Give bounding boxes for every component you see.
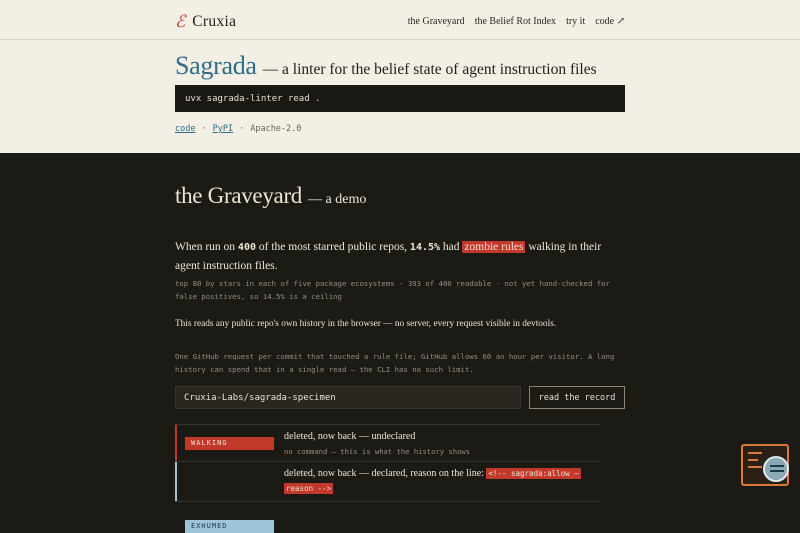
nav-link-code[interactable]: code ↗ [595, 16, 625, 27]
logo[interactable] [175, 13, 236, 31]
widget-circle-line [770, 470, 784, 472]
status-badge-walking: WALKING [185, 437, 274, 450]
separator: · [201, 124, 207, 134]
separator: · [239, 124, 245, 134]
results-list [175, 424, 600, 530]
nav-link-try-it[interactable]: try it [566, 16, 586, 27]
logo-mark-icon: ℰ [175, 11, 186, 32]
section-title [175, 183, 366, 209]
status-bar [175, 425, 177, 461]
allow-comment-code-cont: reason --> [286, 484, 332, 493]
top-nav [0, 0, 800, 40]
result-title [284, 468, 581, 479]
zombie-rules-highlight: zombie rules [464, 241, 524, 253]
result-subtitle [284, 484, 333, 493]
license-label: Apache-2.0 [250, 124, 302, 134]
widget-circle-line [770, 465, 784, 467]
lead-text: of the most starred public repos, [255, 241, 410, 253]
result-title-text: deleted, now back — declared, reason on the line: [284, 468, 487, 479]
allow-comment-code: <!-- sagrada:allow — [488, 469, 579, 478]
lead-percent: 14.5% [409, 242, 441, 253]
pypi-link[interactable]: PyPI [212, 124, 234, 134]
nav-link-belief-rot-index[interactable]: the Belief Rot Index [474, 16, 557, 27]
rate-limit-note: One GitHub request per commit that touched a rule file; GitHub allows 60 an hour per visitor. A long history can spend that in a single read — the CLI has no such limit. [175, 352, 615, 374]
lead-text: When run on [175, 241, 238, 253]
hero-links [175, 124, 301, 134]
hero-product-name: Sagrada [175, 51, 257, 80]
assistant-widget-icon[interactable] [741, 444, 789, 486]
status-bar [175, 462, 177, 501]
status-badge-exhumed: EXHUMED [185, 520, 274, 533]
hero-title [175, 51, 597, 81]
section-name: the Graveyard [175, 183, 303, 208]
logo-text: Cruxia [192, 13, 237, 30]
result-row[interactable] [175, 424, 600, 462]
hero-subtitle: — a linter for the belief state of agent instruction files [262, 61, 597, 78]
header-section [0, 0, 800, 153]
browser-paragraph: This reads any public repo's own history in the browser — no server, every request visible in devtools. [175, 319, 557, 329]
result-row[interactable] [175, 462, 600, 530]
repo-input[interactable] [175, 386, 521, 409]
section-subtitle: — a demo [308, 192, 367, 207]
widget-line [748, 459, 758, 461]
nav-links [408, 16, 625, 27]
lead-text: had [440, 241, 463, 253]
nav-link-graveyard[interactable]: the Graveyard [407, 16, 465, 27]
install-command[interactable]: uvx sagrada-linter read . [175, 85, 625, 112]
widget-line [748, 466, 762, 468]
read-record-button[interactable]: read the record [529, 386, 625, 409]
lead-paragraph [175, 238, 625, 276]
widget-line [748, 452, 762, 454]
result-title: deleted, now back — undeclared [284, 431, 416, 442]
result-subtitle: no command — this is what the history shows [284, 447, 471, 456]
code-link[interactable]: code [175, 124, 196, 134]
lead-text: walking in their agent instruction files. [175, 241, 602, 272]
widget-circle-icon [763, 456, 789, 482]
methodology-note: top 80 by stars in each of five package ecosystems · 393 of 400 readable · not yet hand-checked for false positives, so 14.5% is a ceiling [175, 279, 610, 301]
lead-count: 400 [237, 242, 256, 253]
